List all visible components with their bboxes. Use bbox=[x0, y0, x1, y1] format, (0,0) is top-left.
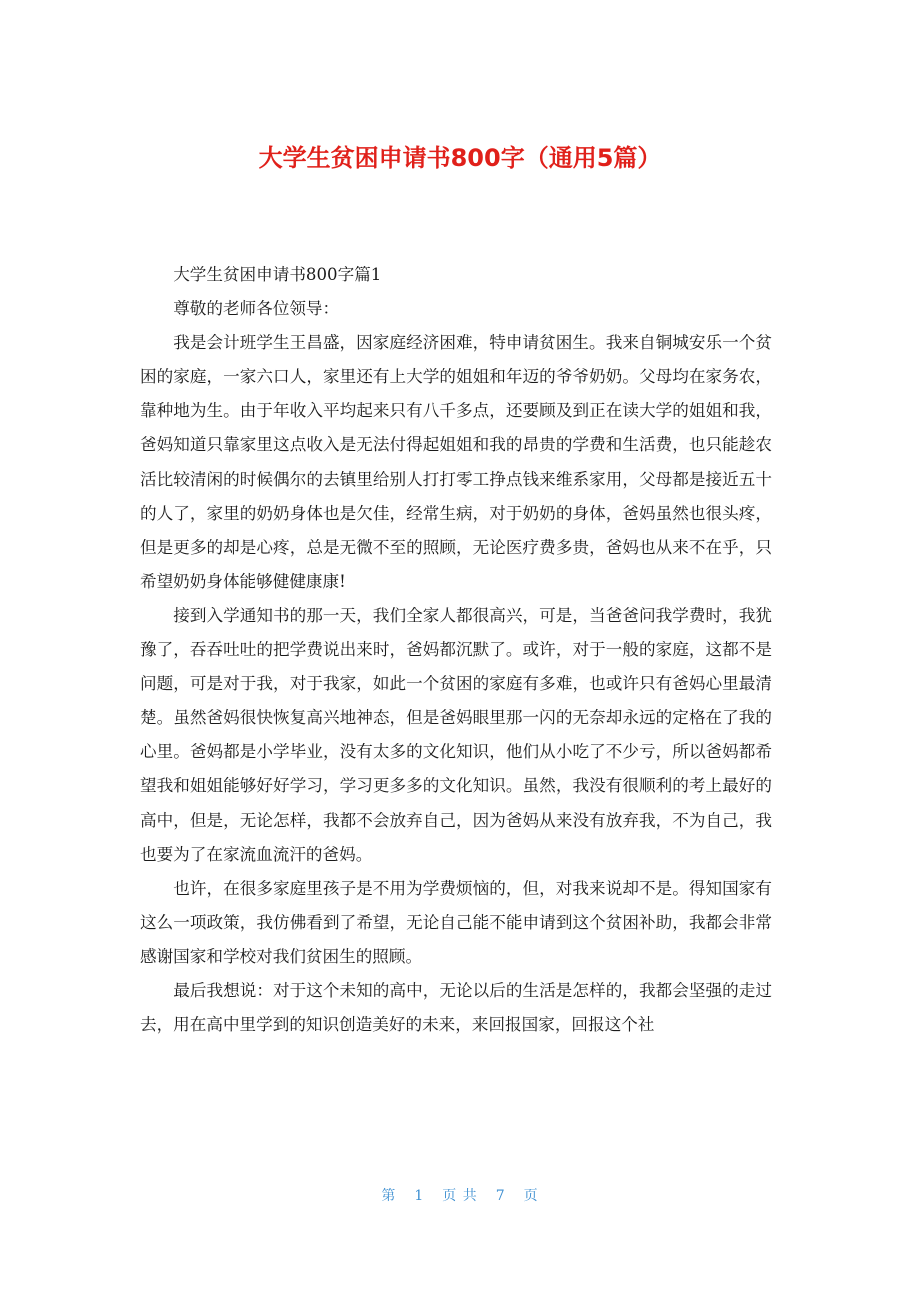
section-heading: 大学生贫困申请书800字篇1 bbox=[173, 265, 382, 284]
page-footer bbox=[0, 1186, 920, 1206]
footer-total-pages: 7 bbox=[495, 1188, 506, 1204]
footer-middle: 页 共 bbox=[442, 1188, 478, 1204]
document-body bbox=[140, 258, 772, 1042]
body-paragraph: 也许，在很多家庭里孩子是不用为学费烦恼的，但，对我来说却不是。得知国家有这么一项政策，我仿佛看到了希望，无论自己能不能申请到这个贫困补助，我都会非常感谢国家和学校对我们贫困生的照顾。 bbox=[140, 878, 772, 966]
body-paragraph: 最后我想说：对于这个未知的高中，无论以后的生活是怎样的，我都会坚强的走过去，用在高中里学到的知识创造美好的未来，来回报国家，回报这个社 bbox=[140, 980, 772, 1035]
document-title: 大学生贫困申请书800字（通用5篇） bbox=[258, 144, 662, 172]
body-paragraph: 我是会计班学生王昌盛，因家庭经济困难，特申请贫困生。我来自铜城安乐一个贫困的家庭，一家六口人，家里还有上大学的姐姐和年迈的爷爷奶奶。父母均在家务农，靠种地为生。由于年收入平均起来只有八千多点，还要顾及到正在读大学的姐姐和我，爸妈知道只靠家里这点收入是无法付得起姐姐和我的昂贵的学费和生活费，也只能趁农活比较清闲的时候偶尔的去镇里给别人打打零工挣点钱来维系家用，父母都是接近五十的人了，家里的奶奶身体也是欠佳，经常生病，对于奶奶的身体，爸妈虽然也很头疼，但是更多的却是心疼，总是无微不至的照顾，无论医疗费多贵，爸妈也从来不在乎，只希望奶奶身体能够健健康康! bbox=[140, 333, 772, 591]
body-paragraph: 接到入学通知书的那一天，我们全家人都很高兴，可是，当爸爸问我学费时，我犹豫了，吞吞吐吐的把学费说出来时，爸妈都沉默了。或许，对于一般的家庭，这都不是问题，可是对于我，对于我家，如此一个贫困的家庭有多难，也或许只有爸妈心里最清楚。虽然爸妈很快恢复高兴地神态，但是爸妈眼里那一闪的无奈却永远的定格在了我的心里。爸妈都是小学毕业，没有太多的文化知识，他们从小吃了不少亏，所以爸妈都希望我和姐姐能够好好学习，学习更多多的文化知识。虽然，我没有很顺利的考上最好的高中，但是，无论怎样，我都不会放弃自己，因为爸妈从来没有放弃我，不为自己，我也要为了在家流血流汗的爸妈。 bbox=[140, 605, 772, 864]
salutation: 尊敬的老师各位领导： bbox=[173, 299, 340, 319]
footer-prefix: 第 bbox=[381, 1188, 397, 1204]
footer-page-number: 1 bbox=[414, 1188, 425, 1204]
footer-suffix: 页 bbox=[523, 1188, 539, 1204]
